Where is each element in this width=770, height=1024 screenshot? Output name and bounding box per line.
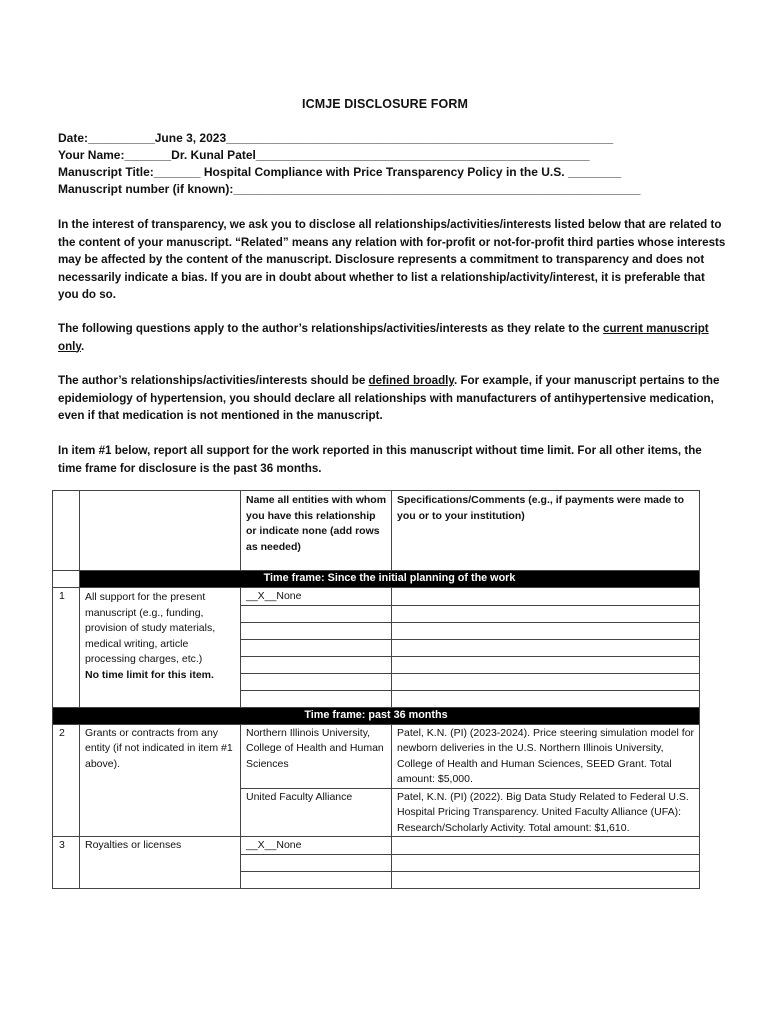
table-row xyxy=(53,837,700,855)
item1-comment-cell[interactable] xyxy=(392,656,700,673)
item-number-2: 2 xyxy=(53,724,80,837)
table-row xyxy=(53,724,700,788)
item-label-2: Grants or contracts from any entity (if not indicated in item #1 above). xyxy=(80,724,241,837)
name-line: Your Name:_______Dr. Kunal Patel__________________________________________________ xyxy=(58,148,590,162)
item1-comment-cell[interactable] xyxy=(392,622,700,639)
intro-paragraph-scope xyxy=(58,320,728,355)
item3-comment-cell[interactable] xyxy=(392,871,700,888)
item3-entity-cell[interactable] xyxy=(241,854,392,871)
scope-text: The following questions apply to the author’s relationships/activities/interests as they relate to the xyxy=(58,322,604,335)
item2-comment-1[interactable]: Patel, K.N. (PI) (2023-2024). Price steering simulation model for newborn deliveries in the U.S. Northern Illinois University, College of Health and Human Sciences, SEED Grant. Total amount: $5,000. xyxy=(392,724,700,788)
item1-entity-cell[interactable] xyxy=(241,673,392,690)
item1-entity-cell[interactable] xyxy=(241,605,392,622)
manuscript-title-line: Manuscript Title:_______ Hospital Compliance with Price Transparency Policy in the U.S. ________ xyxy=(58,165,622,179)
date-line: Date:__________June 3, 2023__________________________________________________________ xyxy=(58,131,614,145)
intro-paragraph-broadly xyxy=(58,372,728,425)
item-number-1: 1 xyxy=(53,588,80,708)
item1-comment-cell[interactable] xyxy=(392,605,700,622)
item3-entity-cell[interactable]: __X__None xyxy=(241,837,392,855)
item3-entity-cell[interactable] xyxy=(241,871,392,888)
item1-comment-cell[interactable] xyxy=(392,673,700,690)
item1-comment-cell[interactable] xyxy=(392,690,700,707)
item-label-3: Royalties or licenses xyxy=(80,837,241,889)
item1-entity-cell[interactable] xyxy=(241,656,392,673)
broadly-underlined: defined broadly xyxy=(368,374,454,387)
intro-paragraph-transparency: In the interest of transparency, we ask you to disclose all relationships/activities/interests listed below that are related to the content of your manuscript. “Related” means any relation with for-profit or not-for-profit third parties whose interests may be affected by the content of the manuscript. Disclosure represents a commitment to transparency and does not necessarily indicate a bias. If you are in doubt about whether to list a relationship/activity/interest, it is preferable that you do so. xyxy=(58,218,726,301)
item1-label-text: All support for the present manuscript (e.g., funding, provision of study materials, medical writing, article processing charges, etc.) xyxy=(85,591,216,665)
item-number-3: 3 xyxy=(53,837,80,889)
timeframe-label-2: Time frame: past 36 months xyxy=(53,707,700,724)
disclosure-table xyxy=(52,490,700,889)
item3-comment-cell[interactable] xyxy=(392,854,700,871)
item2-comment-2[interactable]: Patel, K.N. (PI) (2022). Big Data Study Related to Federal U.S. Hospital Pricing Transparency. United Faculty Alliance (UFA): Research/Scholarly Activity. Total amount: $1,610. xyxy=(392,788,700,837)
timeframe-label-1: Time frame: Since the initial planning of the work xyxy=(80,571,700,588)
item2-entity-2[interactable]: United Faculty Alliance xyxy=(241,788,392,837)
form-title: ICMJE DISCLOSURE FORM xyxy=(302,97,468,111)
item3-comment-cell[interactable] xyxy=(392,837,700,855)
broadly-text: The author’s relationships/activities/interests should be xyxy=(58,374,369,387)
item2-entity-1[interactable]: Northern Illinois University, College of Health and Human Sciences xyxy=(241,724,392,788)
intro-paragraph-timeframe: In item #1 below, report all support for the work reported in this manuscript without time limit. For all other items, the time frame for disclosure is the past 36 months. xyxy=(58,444,702,475)
item1-comment-cell[interactable] xyxy=(392,588,700,606)
manuscript-number-line: Manuscript number (if known):_____________________________________________________________ xyxy=(58,182,641,196)
item-label-1 xyxy=(80,588,241,708)
item1-entity-cell[interactable]: __X__None xyxy=(241,588,392,606)
item1-comment-cell[interactable] xyxy=(392,639,700,656)
item1-label-bold: No time limit for this item. xyxy=(85,668,214,681)
table-header-row xyxy=(53,491,700,571)
item1-entity-cell[interactable] xyxy=(241,690,392,707)
item1-entity-cell[interactable] xyxy=(241,622,392,639)
table-row xyxy=(53,588,700,606)
scope-end: . xyxy=(80,339,85,353)
timeframe-band-2 xyxy=(53,707,700,724)
timeframe-band-1 xyxy=(53,571,700,588)
item1-entity-cell[interactable] xyxy=(241,639,392,656)
header-entities: Name all entities with whom you have this relationship or indicate none (add rows as needed) xyxy=(241,491,392,571)
scope-underlined: current manuscript only xyxy=(58,322,709,353)
header-comments: Specifications/Comments (e.g., if payments were made to you or to your institution) xyxy=(392,491,700,571)
broadly-rest: . For example, if your manuscript pertains to the epidemiology of hypertension, you should declare all relationships with manufacturers of antihypertensive medication, even if that medication is not mentioned in the manuscript. xyxy=(58,374,720,422)
